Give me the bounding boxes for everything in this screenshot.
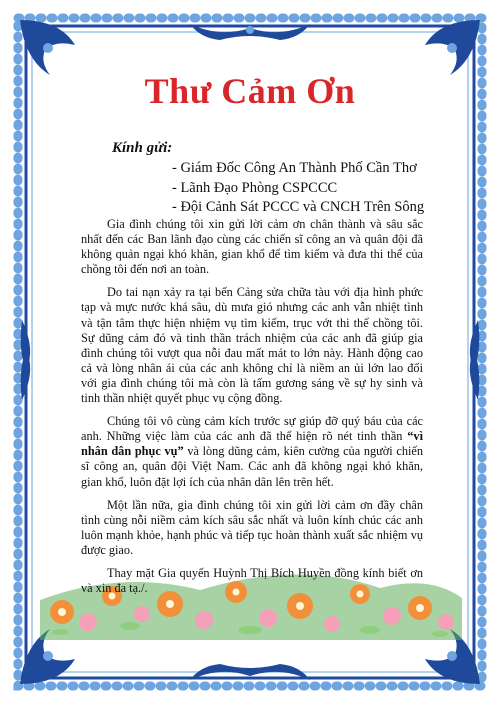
paragraph-2: Do tai nạn xảy ra tại bến Cảng sửa chữa tàu với địa hình phức tạp và mực nước khá sâu, dù mưa gió nhưng các anh vẫn nhiệt tình và tận tâm thực hiện nhiệm vụ tìm kiếm, trục vớt thi thể chồng tôi. Sự dũng cảm đó và tinh thần trách nhiệm của các anh đã giúp gia đình chúng tôi vượt qua nỗi đau mất mát to lớn này. Hành động cao cả và lòng nhân ái của các anh không chỉ là niềm an ủi lớn lao đối với gia đình chúng tôi mà còn là tấm gương sáng về sự hy sinh và tinh thần nhiệt quyết phục vụ cộng đồng. <box>81 285 423 406</box>
recipient-list <box>172 159 424 218</box>
recipient-item: - Giám Đốc Công An Thành Phố Cần Thơ <box>172 160 417 176</box>
recipient-item: - Lãnh Đạo Phòng CSPCCC <box>172 179 338 196</box>
salutation: Kính gửi: <box>112 140 173 156</box>
motto-bold: “vì nhân dân phục vụ” <box>81 429 423 459</box>
letter-body <box>81 217 423 604</box>
recipient-item: - Đội Cảnh Sát PCCC và CNCH Trên Sông <box>172 199 425 215</box>
paragraph-3-text-start: Chúng tôi vô cùng cảm kích trước sự giúp đỡ quý báu của các anh. Những việc làm của các anh đã thể hiện rõ nét tinh thần <box>81 414 423 444</box>
corner-ornament-top-right <box>425 20 480 75</box>
paragraph-1: Gia đình chúng tôi xin gửi lời cảm ơn chân thành và sâu sắc nhất đến các Ban lãnh đạo cùng các chiến sĩ công an và quân đội đã không quản ngại khó khăn, gian khổ để tìm kiếm và đưa thi thể của chồng tôi đến nơi an toàn. <box>81 217 423 277</box>
paragraph-4: Một lần nữa, gia đình chúng tôi xin gửi lời cảm ơn đầy chân tình cùng nỗi niềm cảm kích sâu sắc nhất và luôn kính chúc các anh luôn mạnh khỏe, hạnh phúc và tiếp tục hoàn thành xuất sắc nhiệm vụ được giao. <box>81 497 423 557</box>
paragraph-3 <box>81 414 423 489</box>
letter-title: Thư Cảm Ơn <box>144 71 356 111</box>
closing-paragraph: Thay mặt Gia quyến Huỳnh Thị Bích Huyền đồng kính biết ơn và xin đa tạ./. <box>81 565 423 596</box>
left-side-ornament <box>21 320 31 400</box>
corner-ornament-top-left <box>20 20 75 75</box>
paragraph-3-text-end: và lòng dũng cảm, kiên cường của người chiến sĩ công an, quân đội Việt Nam. Các anh đã không ngại khó khăn, gian khổ, luôn đặt lợi ích của nhân dân lên trên hết. <box>81 444 424 489</box>
